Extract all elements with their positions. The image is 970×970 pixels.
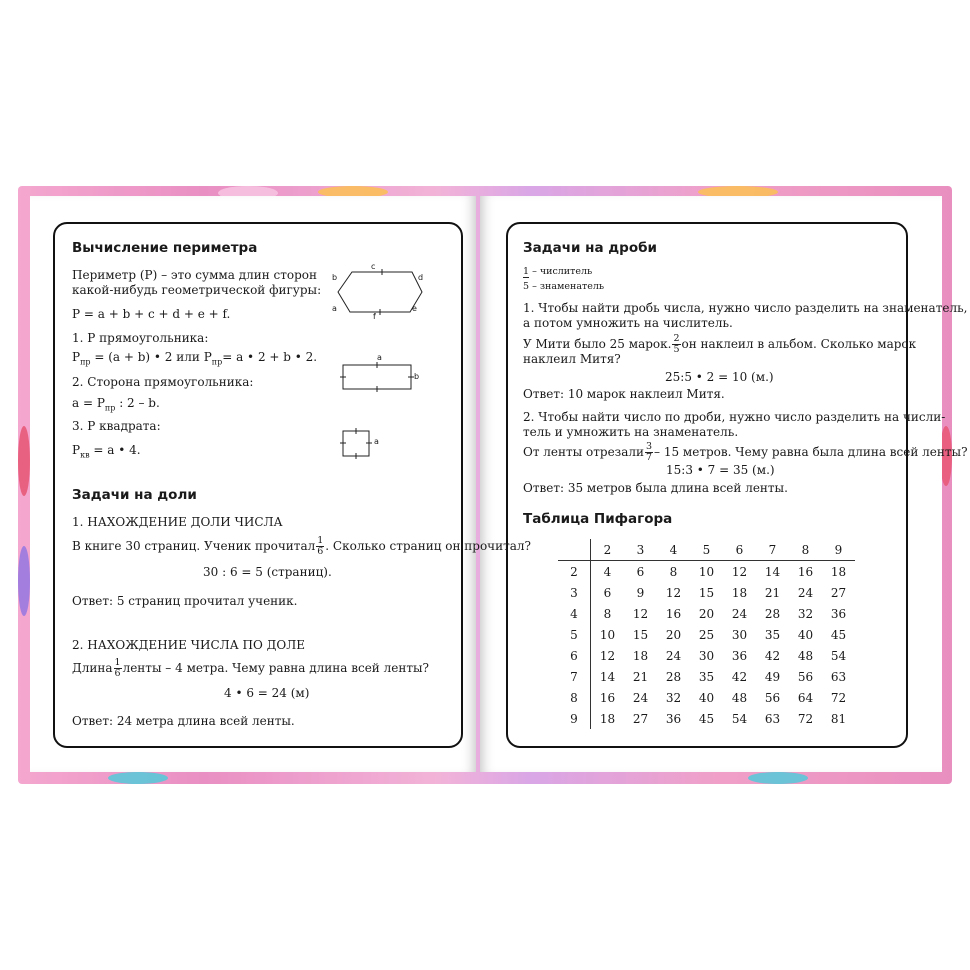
rectangle-label-a: a xyxy=(377,353,382,362)
fractions-task2-answer: Ответ: 35 метров была длина всей ленты. xyxy=(523,481,788,495)
table-cell: 27 xyxy=(830,585,847,600)
table-cell: 12 xyxy=(599,648,616,663)
fractions-rule2-line2: тель и умножить на знаменатель. xyxy=(523,425,739,439)
table-cell: 7 xyxy=(756,539,789,561)
cover-decoration xyxy=(108,772,168,784)
table-cell: 3 xyxy=(558,582,591,603)
table-cell: 4 xyxy=(657,539,690,561)
fractions-task1-text: У Мити было 25 марок. $\frac{2}{5}$ он наклеил в альбом. Сколько марок xyxy=(523,333,917,355)
table-cell: 16 xyxy=(665,606,682,621)
hexagon-label-e: e xyxy=(412,304,417,313)
rectangle-side-formula: $a = Р_{пр}$ : 2 – b. xyxy=(72,396,160,413)
fractions-task1-line2: наклеил Митя? xyxy=(523,352,621,366)
table-cell: 24 xyxy=(632,690,649,705)
shares-task2-solution: 4 • 6 = 24 (м) xyxy=(224,686,310,700)
table-cell: 14 xyxy=(764,564,781,579)
table-cell: 4 xyxy=(558,603,591,624)
hexagon-label-b: b xyxy=(332,273,338,282)
table-cell: 27 xyxy=(632,711,649,726)
table-cell: 18 xyxy=(632,648,649,663)
table-cell: 32 xyxy=(665,690,682,705)
table-row xyxy=(558,687,855,708)
table-cell: 6 xyxy=(636,564,645,579)
table-cell: 8 xyxy=(603,606,612,621)
table-cell: 36 xyxy=(665,711,682,726)
shares-task2-answer: Ответ: 24 метра длина всей ленты. xyxy=(72,714,295,728)
table-cell: 20 xyxy=(665,627,682,642)
table-cell: 63 xyxy=(764,711,781,726)
shares-task1-solution: 30 : 6 = 5 (страниц). xyxy=(203,565,332,579)
shares-title: Задачи на доли xyxy=(72,487,197,503)
cover-decoration xyxy=(18,546,30,616)
perimeter-title: Вычисление периметра xyxy=(72,240,258,256)
table-cell: 7 xyxy=(558,666,591,687)
table-cell: 48 xyxy=(731,690,748,705)
table-cell: 45 xyxy=(698,711,715,726)
square-label-a: a xyxy=(374,437,379,446)
table-header-row xyxy=(558,539,855,561)
table-cell: 54 xyxy=(830,648,847,663)
table-cell: 12 xyxy=(731,564,748,579)
rectangle-label-b: b xyxy=(414,372,420,381)
table-cell: 9 xyxy=(558,708,591,729)
table-cell: 2 xyxy=(591,539,625,561)
table-cell: 4 xyxy=(603,564,612,579)
shares-task2-text: Длина $\frac{1}{6}$ ленты – 4 метра. Чему равна длина всей ленты? xyxy=(72,657,429,679)
hexagon-label-c: c xyxy=(371,262,376,271)
table-cell: 21 xyxy=(632,669,649,684)
table-cell: 2 xyxy=(558,561,591,583)
square-perimeter-formula: $Р_{кв} = a$ • 4. xyxy=(72,443,141,460)
table-cell: 6 xyxy=(603,585,612,600)
table-cell: 25 xyxy=(698,627,715,642)
fractions-rule1-line2: а потом умножить на числитель. xyxy=(523,316,733,330)
fractions-task1-solution: 25:5 • 2 = 10 (м.) xyxy=(665,370,774,384)
table-cell: 64 xyxy=(797,690,814,705)
cover-decoration xyxy=(748,772,808,784)
table-row xyxy=(558,561,855,583)
table-cell: 9 xyxy=(636,585,645,600)
table-cell: 15 xyxy=(632,627,649,642)
shares-task1-text: В книге 30 страниц. Ученик прочитал $\frac{1}{6}$ . Сколько страниц он прочитал? xyxy=(72,535,531,557)
perimeter-item1: 1. Р прямоугольника: xyxy=(72,331,209,345)
pythagoras-table xyxy=(558,539,855,729)
perimeter-formula: Р = a + b + c + d + e + f. xyxy=(72,307,231,321)
numerator-label: 1 – числитель xyxy=(523,266,593,277)
table-cell: 20 xyxy=(698,606,715,621)
table-cell: 16 xyxy=(599,690,616,705)
square-diagram xyxy=(338,426,374,460)
denominator-label: 5 – знаменатель xyxy=(523,281,605,292)
shares-task1-answer: Ответ: 5 страниц прочитал ученик. xyxy=(72,594,298,608)
table-cell: 35 xyxy=(764,627,781,642)
table-cell: 36 xyxy=(830,606,847,621)
table-cell: 9 xyxy=(822,539,855,561)
table-cell: 3 xyxy=(624,539,657,561)
table-cell: 30 xyxy=(698,648,715,663)
table-cell: 24 xyxy=(665,648,682,663)
table-cell: 32 xyxy=(797,606,814,621)
table-row xyxy=(558,582,855,603)
table-cell: 42 xyxy=(731,669,748,684)
table-row xyxy=(558,645,855,666)
fractions-title: Задачи на дроби xyxy=(523,240,658,256)
table-cell: 24 xyxy=(731,606,748,621)
table-cell: 5 xyxy=(690,539,723,561)
table-cell: 72 xyxy=(830,690,847,705)
table-cell: 12 xyxy=(632,606,649,621)
table-cell: 5 xyxy=(558,624,591,645)
fractions-task2-solution: 15:3 • 7 = 35 (м.) xyxy=(666,463,775,477)
table-cell: 18 xyxy=(830,564,847,579)
table-cell: 56 xyxy=(764,690,781,705)
shares-task1-title: 1. НАХОЖДЕНИЕ ДОЛИ ЧИСЛА xyxy=(72,515,283,529)
table-cell: 24 xyxy=(797,585,814,600)
fractions-task1-answer: Ответ: 10 марок наклеил Митя. xyxy=(523,387,725,401)
table-cell: 36 xyxy=(731,648,748,663)
cover-decoration xyxy=(18,426,30,496)
table-cell: 40 xyxy=(698,690,715,705)
pythagoras-title: Таблица Пифагора xyxy=(523,511,673,527)
perimeter-item2: 2. Сторона прямоугольника: xyxy=(72,375,254,389)
table-cell: 45 xyxy=(830,627,847,642)
table-cell: 8 xyxy=(789,539,822,561)
table-cell xyxy=(558,539,591,561)
table-cell: 28 xyxy=(665,669,682,684)
perimeter-definition-line1: Периметр (Р) – это сумма длин сторон xyxy=(72,268,318,282)
table-cell: 6 xyxy=(558,645,591,666)
table-cell: 30 xyxy=(731,627,748,642)
table-cell: 56 xyxy=(797,669,814,684)
table-cell: 8 xyxy=(558,687,591,708)
table-cell: 18 xyxy=(731,585,748,600)
table-cell: 63 xyxy=(830,669,847,684)
rectangle-perimeter-formula: $Р_{пр} = (a + b)$ • 2 или $Р_{пр}= a$ • 2 + b • 2. xyxy=(72,350,318,367)
table-row xyxy=(558,708,855,729)
table-cell: 15 xyxy=(698,585,715,600)
table-cell: 8 xyxy=(669,564,678,579)
table-cell: 54 xyxy=(731,711,748,726)
table-row xyxy=(558,624,855,645)
fractions-task2-text: От ленты отрезали $\frac{3}{7}$ – 15 метров. Чему равна была длина всей ленты? xyxy=(523,441,968,463)
table-cell: 49 xyxy=(764,669,781,684)
fractions-rule2-line1: 2. Чтобы найти число по дроби, нужно число разделить на числи- xyxy=(523,410,946,424)
table-row xyxy=(558,666,855,687)
table-cell: 12 xyxy=(665,585,682,600)
shares-task2-title: 2. НАХОЖДЕНИЕ ЧИСЛА ПО ДОЛЕ xyxy=(72,638,306,652)
hexagon-label-d: d xyxy=(418,273,424,282)
perimeter-item3: 3. Р квадрата: xyxy=(72,419,161,433)
table-cell: 14 xyxy=(599,669,616,684)
table-cell: 10 xyxy=(599,627,616,642)
table-cell: 42 xyxy=(764,648,781,663)
fractions-rule1-line1: 1. Чтобы найти дробь числа, нужно число разделить на знаменатель, xyxy=(523,301,968,315)
hexagon-label-f: f xyxy=(373,312,376,321)
hexagon-label-a: a xyxy=(332,304,337,313)
table-cell: 35 xyxy=(698,669,715,684)
table-cell: 48 xyxy=(797,648,814,663)
table-cell: 81 xyxy=(830,711,847,726)
table-row xyxy=(558,603,855,624)
rectangle-diagram xyxy=(338,360,418,394)
table-cell: 10 xyxy=(698,564,715,579)
table-cell: 40 xyxy=(797,627,814,642)
perimeter-definition-line2: какой-нибудь геометрической фигуры: xyxy=(72,283,322,297)
table-cell: 28 xyxy=(764,606,781,621)
table-cell: 18 xyxy=(599,711,616,726)
table-cell: 21 xyxy=(764,585,781,600)
table-cell: 72 xyxy=(797,711,814,726)
table-cell: 6 xyxy=(723,539,756,561)
table-cell: 16 xyxy=(797,564,814,579)
